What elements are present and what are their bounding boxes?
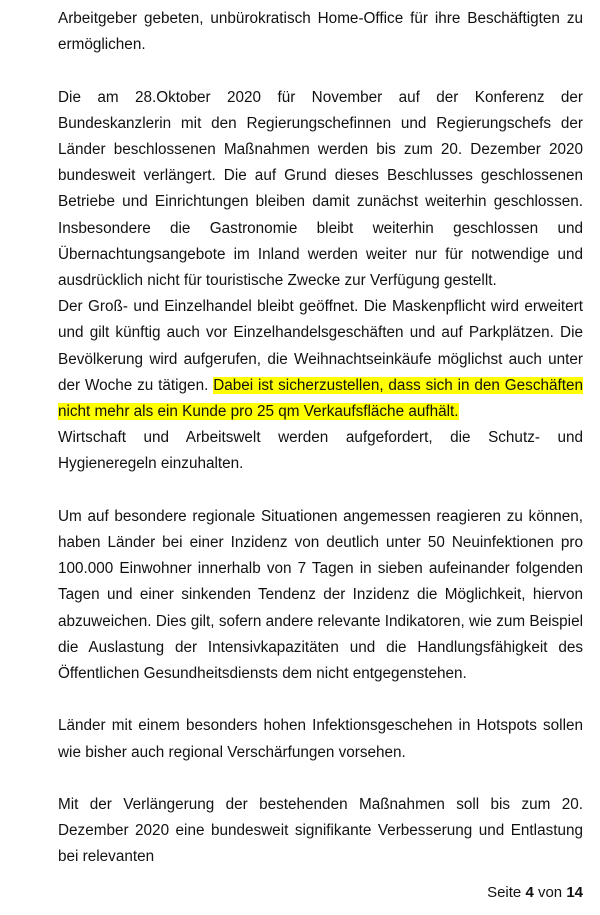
page-middle: von (533, 884, 567, 901)
paragraph-improvement: Mit der Verlängerung der bestehenden Maßnahmen soll bis zum 20. Dezember 2020 eine bundesweit signifikante Verbesserung und Entlastung bei relevanten (58, 796, 583, 866)
document-body (58, 6, 583, 871)
paragraph-hotspots: Länder mit einem besonders hohen Infektionsgeschehen in Hotspots sollen wie bisher auch regional Verschärfungen vorsehen. (58, 717, 583, 761)
paragraph-regional: Um auf besondere regionale Situationen angemessen reagieren zu können, haben Länder bei einer Inzidenz von deutlich unter 50 Neuinfektionen pro 100.000 Einwohner innerhalb von 7 Tagen in sieben aufeinander folgenden Tagen und einer sinkenden Tendenz der Inzidenz die Möglichkeit, hiervon abzuweichen. Dies gilt, sofern andere relevante Indikatoren, wie zum Beispiel die Auslastung der Intensivkapazitäten und die Handlungsfähigkeit des Öffentlichen Gesundheitsdiensts dem nicht entgegenstehen. (58, 507, 583, 683)
page-number (487, 884, 583, 901)
retail-text: Der Groß- und Einzelhandel bleibt geöffnet. Die Maskenpflicht wird erweitert und gilt künftig auch vor Einzelhandelsgeschäften und auf Parkplätzen. Die Bevölkerung wird aufgerufen, die Weihnachtseinkäufe möglichst auch unter der Woche zu tätigen. (58, 298, 583, 394)
paragraph-economy: Wirtschaft und Arbeitswelt werden aufgefordert, die Schutz- und Hygieneregeln einzuhalten. (58, 429, 583, 473)
page-prefix: Seite (487, 884, 526, 901)
current-page: 4 (525, 884, 534, 901)
paragraph-home-office: Arbeitgeber gebeten, unbürokratisch Home-Office für ihre Beschäftigten zu ermöglichen. (58, 10, 583, 54)
paragraph-retail (58, 294, 583, 425)
total-pages: 14 (566, 884, 583, 901)
paragraph-extension: Die am 28.Oktober 2020 für November auf der Konferenz der Bundeskanzlerin mit den Regierungschefinnen und Regierungschefs der Länder beschlossenen Maßnahmen werden bis zum 20. Dezember 2020 bundesweit verlängert. Die auf Grund dieses Beschlusses geschlossenen Betriebe und Einrichtungen bleiben damit zunächst weiterhin geschlossen. Insbesondere die Gastronomie bleibt weiterhin geschlossen und Übernachtungsangebote im Inland werden weiter nur für notwendige und ausdrücklich nicht für touristische Zwecke zur Verfügung gestellt. (58, 88, 583, 290)
highlighted-text: Dabei ist sicherzustellen, dass sich in den Geschäften nicht mehr als ein Kunde pro 25 qm Verkaufsfläche aufhält. (58, 376, 584, 421)
